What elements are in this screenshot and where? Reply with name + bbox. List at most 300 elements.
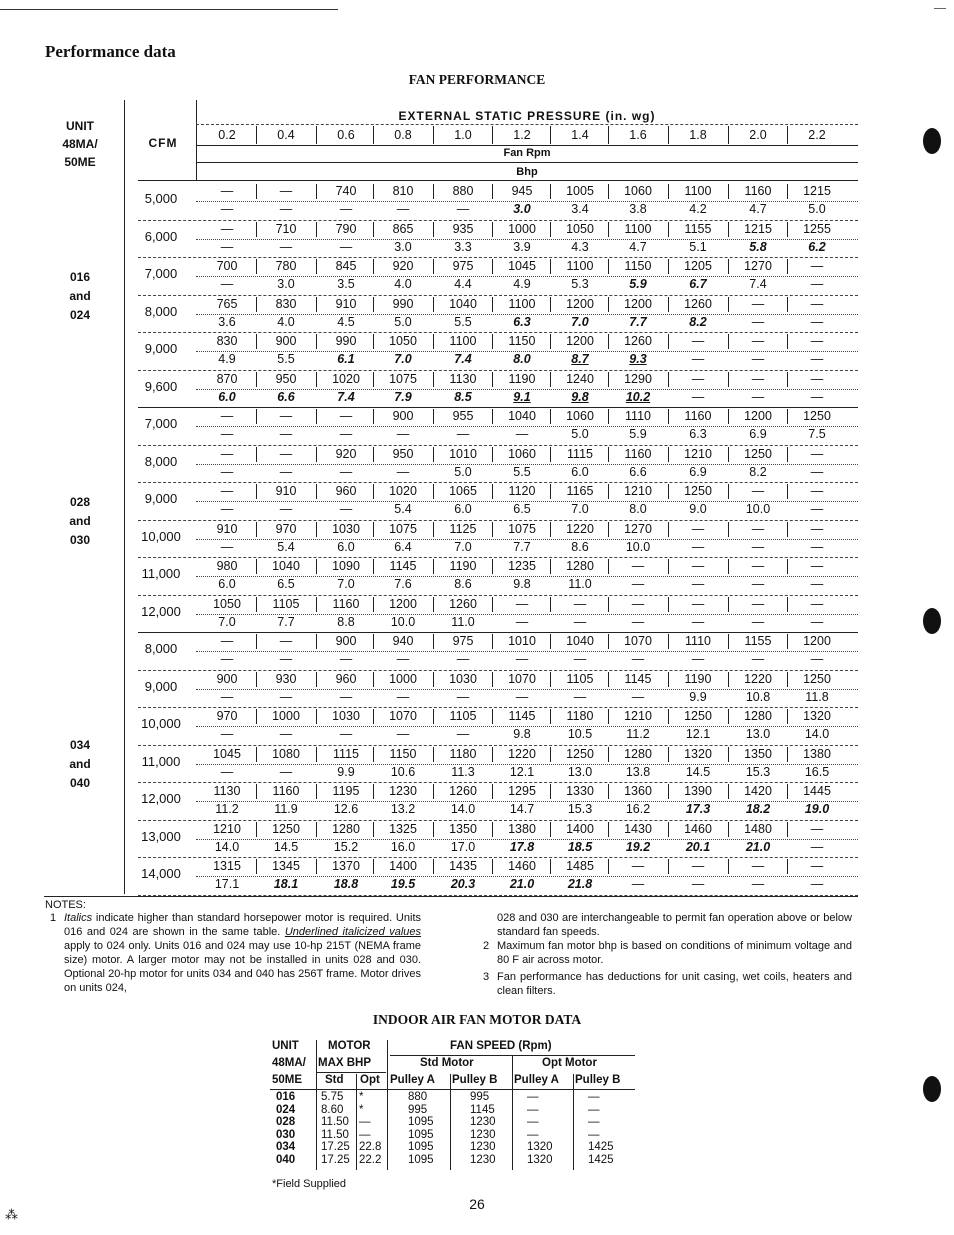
fan-rpm-cell: 975 [452, 634, 474, 648]
cell-separator [492, 597, 493, 612]
bhp-cell: 20.1 [685, 839, 711, 854]
fan-rpm-cell: 1160 [624, 446, 652, 461]
fan-rpm-cell: 1460 [508, 859, 536, 873]
bhp-cell: — [810, 614, 824, 629]
cell-separator [787, 747, 788, 762]
bhp-cell: — [220, 427, 234, 441]
fan-rpm-cell: 1050 [566, 221, 594, 236]
cell-separator [668, 559, 669, 574]
bhp-cell: 17.8 [509, 839, 535, 854]
group-rule [138, 632, 858, 633]
unit-label-line: 034 [69, 738, 91, 753]
bhp-cell: — [573, 614, 587, 629]
fan-rpm-cell: 1325 [389, 821, 417, 836]
bhp-cell: 19.5 [390, 877, 416, 891]
fan-rpm-cell: — [810, 596, 824, 611]
fan-rpm-cell: 1200 [803, 634, 831, 648]
bhp-cell: 5.8 [749, 239, 767, 254]
fan-rpm-cell: — [573, 596, 587, 611]
cell-separator [550, 522, 551, 537]
fan-rpm-cell: 1250 [803, 671, 831, 686]
bhp-cell: — [810, 464, 824, 479]
fan-rpm-cell: — [631, 859, 645, 873]
rpm-label-rule [196, 162, 858, 163]
bhp-cell: 7.0 [218, 614, 236, 629]
bhp-cell: 7.7 [277, 614, 295, 629]
cell-separator [433, 447, 434, 462]
cell-separator [373, 597, 374, 612]
fan-rpm-cell: 1100 [624, 221, 652, 236]
bhp-cell: 8.2 [749, 464, 767, 479]
unit-label-line: and [69, 513, 91, 528]
bhp-cell: — [751, 652, 765, 666]
bhp-cell: 5.5 [277, 352, 295, 366]
motor-divider [316, 1040, 317, 1170]
bhp-cell: 8.6 [571, 539, 589, 554]
fan-rpm-cell: 1075 [508, 521, 536, 536]
bhp-cell: 7.0 [571, 502, 589, 516]
cell-separator [433, 559, 434, 574]
fan-rpm-cell: 1195 [332, 784, 360, 798]
row-mid-rule [196, 201, 858, 202]
fan-rpm-cell: 935 [452, 221, 474, 236]
bhp-cell: 10.6 [390, 764, 416, 779]
bhp-cell: 6.0 [571, 464, 589, 479]
fan-rpm-cell: — [751, 559, 765, 573]
cell-separator [256, 784, 257, 799]
opt-bhp-cell: 22.2 [359, 1154, 382, 1166]
std-pulley-b-cell: 1230 [470, 1128, 496, 1141]
bhp-cell: — [339, 689, 353, 704]
cell-separator [373, 334, 374, 349]
cell-separator [316, 184, 317, 199]
bhp-cell: — [691, 389, 705, 404]
cfm-value: 7,000 [144, 416, 178, 431]
fan-rpm-cell: 1030 [332, 709, 360, 723]
cell-separator [668, 259, 669, 274]
fan-rpm-cell: — [751, 296, 765, 311]
pressure-1.8: 1.8 [689, 128, 707, 142]
cfm-value: 10,000 [141, 528, 181, 544]
cell-separator [608, 672, 609, 687]
cell-separator [316, 597, 317, 612]
cfm-value: 8,000 [144, 641, 178, 656]
bhp-cell: — [691, 614, 705, 629]
bhp-cell: 8.2 [689, 314, 707, 329]
cell-separator [256, 672, 257, 687]
fan-rpm-cell: 1010 [449, 446, 477, 461]
fan-rpm-cell: 1180 [566, 709, 594, 723]
fan-rpm-cell: 1030 [449, 671, 477, 686]
bhp-cell: 3.0 [394, 239, 412, 254]
bhp-cell: — [456, 652, 470, 666]
cell-separator [373, 747, 374, 762]
fan-rpm-cell: 1060 [566, 409, 594, 423]
bhp-cell: — [691, 877, 705, 891]
bhp-cell: 5.0 [808, 202, 826, 216]
fan-rpm-cell: 990 [392, 296, 414, 311]
bhp-cell: 19.2 [625, 839, 651, 854]
cell-separator [608, 709, 609, 724]
fan-rpm-cell: 970 [275, 521, 297, 536]
unit-label-line: 016 [69, 269, 91, 284]
fan-rpm-cell: 910 [335, 296, 357, 311]
fan-rpm-cell: 1005 [566, 184, 594, 198]
cell-separator [492, 409, 493, 424]
fan-rpm-cell: — [810, 296, 824, 311]
fan-rpm-cell: 1150 [389, 746, 417, 761]
cell-separator [550, 409, 551, 424]
bhp-cell: 4.0 [394, 277, 412, 291]
row-mid-rule [196, 876, 858, 877]
cell-separator [668, 522, 669, 537]
unit-label-line: 028 [69, 494, 91, 509]
cell-separator [668, 822, 669, 837]
cell-separator [373, 672, 374, 687]
cell-separator [492, 259, 493, 274]
motor-unit-cell: 040 [276, 1154, 296, 1166]
pressure-separator [433, 126, 434, 144]
bhp-cell: — [339, 727, 353, 741]
cell-separator [316, 372, 317, 387]
bhp-cell: 4.4 [454, 277, 472, 291]
row-mid-rule [196, 539, 858, 540]
opt-bhp-cell: 22.8 [359, 1141, 382, 1154]
bhp-cell: — [810, 652, 824, 666]
fan-rpm-cell: — [220, 409, 234, 423]
std-bhp-cell: 11.50 [321, 1116, 349, 1129]
bhp-cell: — [515, 652, 529, 666]
cell-separator [373, 184, 374, 199]
cell-separator [608, 409, 609, 424]
fan-rpm-label: Fan Rpm [503, 147, 551, 159]
fan-rpm-cell: 1420 [744, 784, 772, 798]
bhp-cell: — [220, 464, 234, 479]
esp-header: EXTERNAL STATIC PRESSURE (in. wg) [398, 109, 656, 123]
cell-separator [256, 259, 257, 274]
cell-separator [550, 709, 551, 724]
cell-separator [728, 784, 729, 799]
bhp-cell: 8.8 [337, 614, 355, 629]
cell-separator [373, 634, 374, 649]
cfm-value: 12,000 [141, 791, 181, 806]
fan-rpm-cell: — [279, 184, 293, 198]
row-mid-rule [196, 239, 858, 240]
bhp-cell: 6.3 [513, 314, 531, 329]
std-pulley-b-cell: 1145 [470, 1103, 495, 1116]
opt-pulley-b-cell: 1425 [588, 1141, 614, 1154]
fan-rpm-cell: 1080 [272, 746, 300, 761]
fan-rpm-cell: 1125 [449, 521, 477, 536]
bhp-cell: — [810, 277, 824, 291]
cell-separator [787, 522, 788, 537]
cell-separator [550, 184, 551, 199]
fan-rpm-cell: 950 [392, 446, 414, 461]
cell-separator [608, 184, 609, 199]
cell-separator [668, 784, 669, 799]
cell-separator [316, 522, 317, 537]
row-rule [138, 370, 858, 371]
fan-rpm-cell: 920 [392, 259, 414, 273]
bhp-cell: — [220, 502, 234, 516]
opt-bhp-cell: * [359, 1091, 364, 1103]
cell-separator [608, 784, 609, 799]
fan-rpm-cell: — [810, 484, 824, 498]
fan-rpm-cell: 1075 [389, 521, 417, 536]
fan-rpm-cell: 1240 [566, 371, 594, 386]
bhp-cell: — [279, 502, 293, 516]
fan-rpm-cell: 1060 [508, 446, 536, 461]
cell-separator [668, 447, 669, 462]
cell-separator [373, 559, 374, 574]
pressure-2.0: 2.0 [749, 128, 767, 142]
bhp-cell: — [631, 877, 645, 891]
bhp-cell: 4.5 [337, 314, 355, 329]
fan-rpm-cell: 830 [275, 296, 297, 311]
bhp-cell: 11.9 [274, 802, 298, 816]
pressure-0.8: 0.8 [394, 128, 412, 142]
bhp-cell: 3.8 [629, 202, 647, 216]
bhp-cell: — [751, 352, 765, 366]
cell-separator [608, 447, 609, 462]
bhp-cell: 9.9 [337, 764, 355, 779]
bhp-cell: — [220, 539, 234, 554]
cfm-value: 8,000 [144, 303, 178, 319]
fan-rpm-cell: 960 [335, 671, 357, 686]
bhp-cell: 11.0 [568, 577, 592, 591]
fan-rpm-cell: 1370 [332, 859, 360, 873]
row-rule [138, 595, 858, 596]
bhp-cell: — [220, 239, 234, 254]
row-mid-rule [196, 426, 858, 427]
cell-separator [787, 559, 788, 574]
cell-separator [373, 259, 374, 274]
bhp-cell: 10.0 [625, 539, 651, 554]
bhp-cell: 3.5 [337, 277, 355, 291]
cfm-value: 12,000 [141, 603, 181, 619]
cell-separator [316, 859, 317, 874]
fan-rpm-cell: 845 [335, 259, 357, 273]
cell-separator [787, 784, 788, 799]
fan-rpm-cell: 1235 [508, 559, 536, 573]
fan-rpm-cell: 1105 [272, 596, 300, 611]
bhp-cell: 5.5 [513, 464, 531, 479]
opt-pulley-a-header: Pulley A [514, 1074, 559, 1086]
fan-rpm-cell: 1020 [389, 484, 417, 498]
fan-rpm-cell: — [691, 559, 705, 573]
fan-rpm-cell: 1130 [449, 371, 477, 386]
fan-rpm-cell: 1110 [685, 634, 711, 648]
fan-rpm-cell: 1010 [508, 634, 536, 648]
fan-rpm-cell: — [631, 596, 645, 611]
cell-separator [728, 597, 729, 612]
bhp-cell: 14.0 [214, 839, 240, 854]
cell-separator [492, 222, 493, 237]
fan-rpm-cell: 1190 [449, 559, 477, 573]
bhp-cell: 6.6 [277, 389, 295, 404]
bhp-cell: — [631, 652, 645, 666]
cell-separator [433, 334, 434, 349]
fan-rpm-cell: 1000 [389, 671, 417, 686]
bhp-cell: 6.1 [337, 352, 355, 366]
fan-rpm-cell: 1100 [508, 296, 536, 311]
cell-separator [256, 559, 257, 574]
cell-separator [433, 409, 434, 424]
cell-separator [550, 484, 551, 499]
fan-rpm-cell: 710 [275, 221, 297, 236]
fan-rpm-cell: — [751, 371, 765, 386]
opt-bhp-cell: * [359, 1103, 364, 1116]
cell-separator [373, 784, 374, 799]
fan-rpm-cell: 1155 [684, 221, 712, 236]
cell-separator [608, 334, 609, 349]
fan-rpm-cell: 1210 [624, 709, 652, 723]
bhp-cell: — [515, 427, 529, 441]
bhp-cell: — [751, 614, 765, 629]
motor-unit-header-1: UNIT [272, 1040, 299, 1052]
bhp-cell: 6.0 [454, 502, 472, 516]
pressure-2.2: 2.2 [808, 128, 826, 142]
bhp-cell: 9.9 [689, 689, 707, 704]
bhp-cell: 12.6 [333, 802, 359, 816]
row-rule [138, 295, 858, 296]
motor-rule [390, 1055, 635, 1056]
cell-separator [608, 259, 609, 274]
bhp-cell: 11.2 [215, 802, 239, 816]
cell-separator [492, 747, 493, 762]
cell-separator [316, 747, 317, 762]
cell-separator [492, 784, 493, 799]
cell-separator [787, 259, 788, 274]
cfm-value: 13,000 [141, 828, 181, 844]
cell-separator [787, 672, 788, 687]
bhp-cell: — [691, 352, 705, 366]
cell-separator [433, 522, 434, 537]
cell-separator [668, 334, 669, 349]
bhp-cell: 10.0 [390, 614, 416, 629]
cell-separator [787, 859, 788, 874]
fan-rpm-cell: 1290 [624, 371, 652, 386]
bhp-cell: — [339, 652, 353, 666]
fan-rpm-cell: 1430 [624, 821, 652, 836]
field-supplied-footnote: *Field Supplied [272, 1178, 346, 1190]
bhp-cell: 6.0 [218, 577, 236, 591]
row-mid-rule [196, 764, 858, 765]
bhp-cell: 12.1 [685, 727, 711, 741]
bhp-cell: 17.1 [214, 877, 240, 891]
bhp-cell: 3.4 [571, 202, 589, 216]
bhp-cell: — [339, 202, 353, 216]
bhp-cell: — [339, 239, 353, 254]
bhp-cell: 3.9 [513, 239, 531, 254]
bhp-cell: — [220, 727, 234, 741]
fan-rpm-cell: 1250 [566, 746, 594, 761]
fan-rpm-cell: 1040 [449, 296, 477, 311]
cell-separator [316, 222, 317, 237]
bhp-cell: 4.2 [689, 202, 707, 216]
fan-rpm-cell: 975 [452, 259, 474, 273]
std-bhp-cell: 17.25 [321, 1154, 350, 1166]
bhp-cell: 7.0 [454, 539, 472, 554]
pressure-separator [728, 126, 729, 144]
bhp-cell: — [279, 239, 293, 254]
fan-rpm-cell: 1090 [332, 559, 360, 573]
fan-rpm-cell: 1145 [508, 709, 536, 723]
bhp-cell: 5.4 [277, 539, 295, 554]
fan-rpm-cell: — [810, 446, 824, 461]
fan-rpm-cell: 1145 [389, 559, 417, 573]
fan-rpm-cell: — [691, 521, 705, 536]
bhp-cell: 10.0 [745, 502, 771, 516]
cfm-value: 11,000 [141, 566, 181, 581]
fan-rpm-cell: 1270 [744, 259, 772, 273]
cell-separator [256, 372, 257, 387]
bhp-cell: 11.2 [626, 727, 650, 741]
fan-rpm-cell: 1260 [449, 784, 477, 798]
fan-rpm-cell: — [691, 596, 705, 611]
bhp-cell: 4.7 [749, 202, 767, 216]
cell-separator [492, 522, 493, 537]
cell-separator [256, 522, 257, 537]
cell-separator [668, 709, 669, 724]
unit-label-line: 024 [69, 307, 91, 322]
cfm-value: 8,000 [144, 453, 178, 469]
cfm-value: 9,600 [144, 378, 178, 394]
fan-rpm-cell: 1180 [449, 746, 477, 761]
fan-rpm-cell: 830 [216, 334, 238, 348]
fan-rpm-cell: 1100 [566, 259, 594, 273]
fan-rpm-cell: 1315 [213, 859, 241, 873]
fan-rpm-cell: 1435 [449, 859, 477, 873]
fan-rpm-cell: 950 [275, 371, 297, 386]
cell-separator [728, 484, 729, 499]
cell-separator [668, 484, 669, 499]
fan-rpm-cell: — [810, 334, 824, 348]
fan-rpm-cell: 1215 [744, 221, 772, 236]
cell-separator [256, 747, 257, 762]
bhp-cell: — [810, 877, 824, 891]
cell-separator [373, 822, 374, 837]
bhp-cell: 9.8 [513, 577, 531, 591]
cell-separator [787, 634, 788, 649]
bhp-cell: 7.4 [749, 277, 767, 291]
max-bhp-header: MAX BHP [318, 1057, 372, 1069]
unit-group-label [40, 736, 120, 793]
bhp-cell: 18.1 [273, 877, 299, 891]
cell-separator [608, 634, 609, 649]
bhp-cell: 6.5 [513, 502, 531, 516]
bhp-cell: — [279, 202, 293, 216]
fan-rpm-cell: — [751, 859, 765, 873]
header-rule [196, 124, 858, 125]
cell-separator [550, 222, 551, 237]
cell-separator [550, 297, 551, 312]
fan-rpm-cell: 1280 [566, 559, 594, 573]
cfm-value: 14,000 [141, 866, 181, 881]
row-mid-rule [196, 576, 858, 577]
cell-separator [433, 259, 434, 274]
row-mid-rule [196, 276, 858, 277]
cell-separator [728, 709, 729, 724]
unit-group-label [40, 493, 120, 550]
bhp-cell: — [339, 427, 353, 441]
row-rule [138, 557, 858, 558]
corner-mark [934, 8, 946, 9]
opt-pulley-a-cell: 1320 [527, 1141, 553, 1154]
bhp-cell: 5.5 [454, 314, 472, 329]
cell-separator [668, 747, 669, 762]
cell-separator [728, 522, 729, 537]
